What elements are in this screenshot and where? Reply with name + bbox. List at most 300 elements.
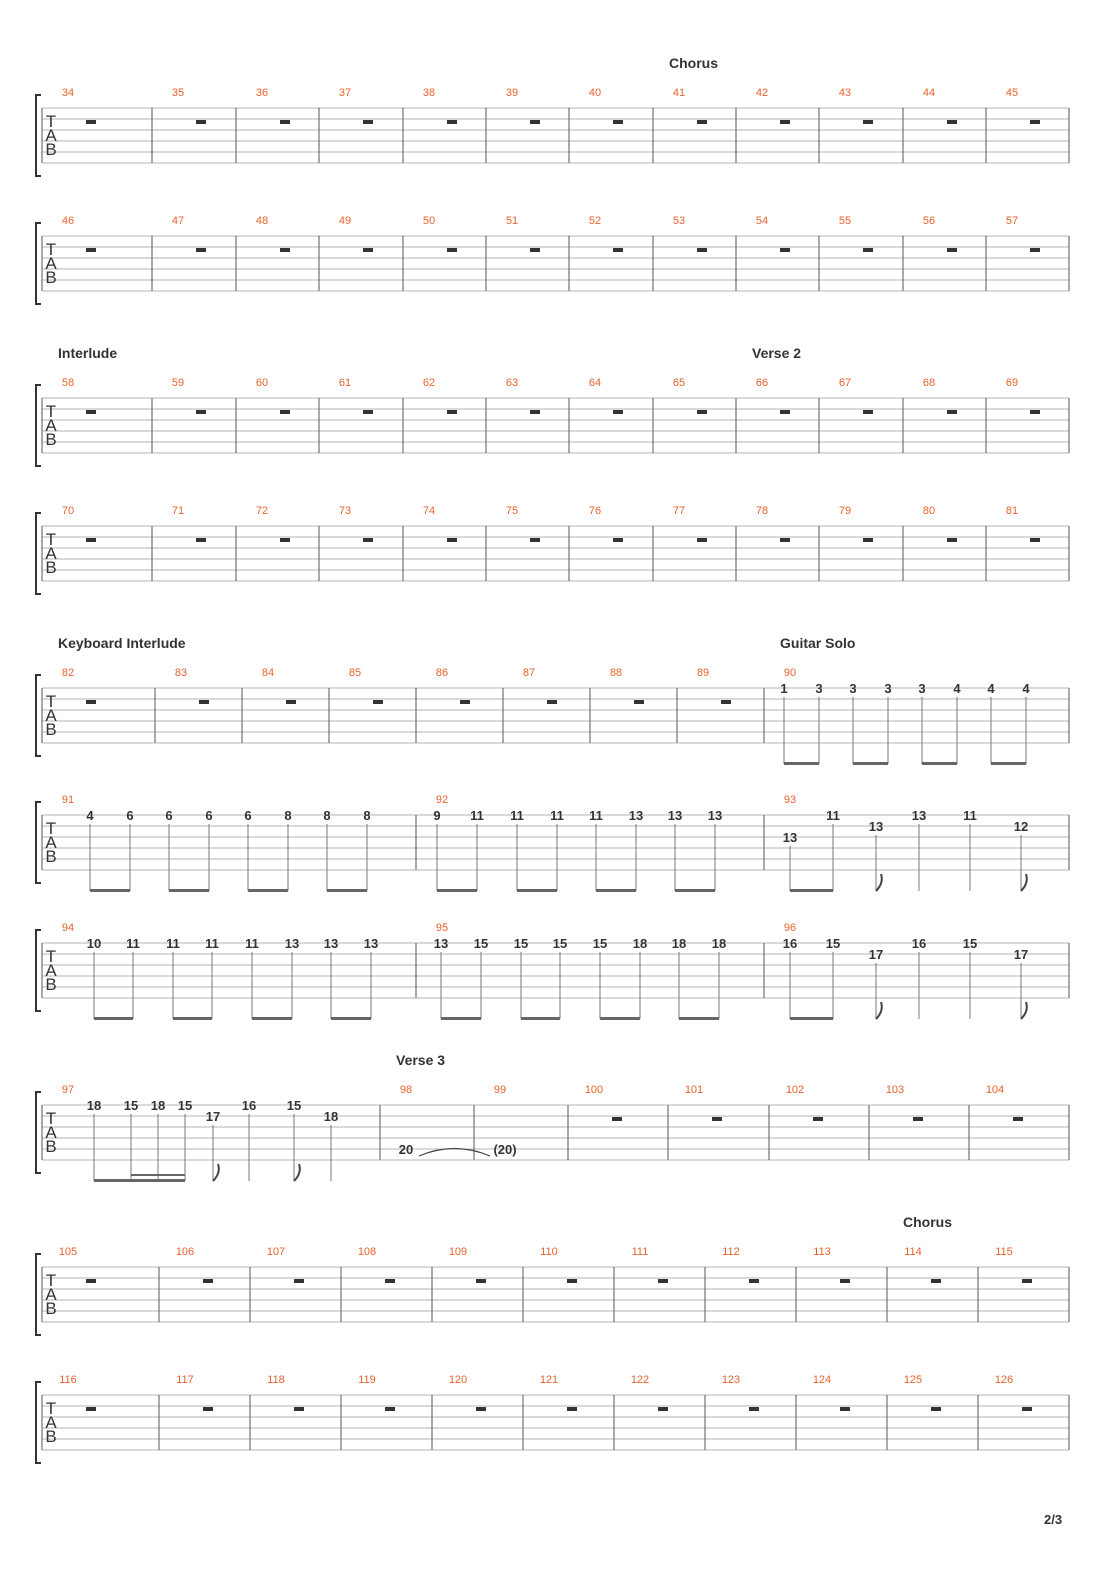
measure-number: 124 [812, 1374, 832, 1386]
measure-number: 121 [539, 1374, 559, 1386]
tab-clef-letter: A [45, 254, 57, 273]
fret-number: 13 [911, 808, 927, 823]
whole-rest [363, 410, 373, 414]
whole-rest [1022, 1279, 1032, 1283]
measure-number: 117 [176, 1374, 194, 1386]
measure-number: 50 [422, 215, 436, 227]
fret-number: 13 [628, 808, 644, 823]
fret-number: 11 [166, 936, 180, 951]
whole-rest [196, 120, 206, 124]
whole-rest [1030, 120, 1040, 124]
whole-rest [447, 410, 457, 414]
measure-number: 105 [58, 1246, 78, 1258]
measure-number: 62 [422, 377, 436, 389]
fret-number: 4 [987, 681, 995, 696]
fret-number: 17 [1013, 947, 1029, 962]
note-beam [131, 1174, 185, 1176]
section-label: Verse 2 [752, 345, 802, 361]
whole-rest [863, 248, 873, 252]
whole-rest [447, 248, 457, 252]
whole-rest [476, 1407, 486, 1411]
fret-number: 8 [363, 808, 371, 823]
whole-rest [86, 120, 96, 124]
measure-number: 35 [171, 87, 185, 99]
measure-number: 98 [399, 1084, 413, 1096]
whole-rest [634, 700, 644, 704]
fret-number: 15 [592, 936, 608, 951]
fret-number: 3 [884, 681, 892, 696]
section-label: Chorus [669, 55, 718, 71]
measure-number: 95 [435, 922, 449, 934]
whole-rest [1030, 410, 1040, 414]
whole-rest [86, 538, 96, 542]
whole-rest [947, 120, 957, 124]
note-beam [252, 1017, 292, 1020]
fret-number: 11 [963, 808, 977, 823]
measure-number: 60 [255, 377, 269, 389]
tab-system [36, 55, 1069, 176]
note-flag [876, 874, 882, 891]
whole-rest [530, 248, 540, 252]
measure-number: 69 [1005, 377, 1019, 389]
tab-clef-letter: B [45, 140, 57, 159]
measure-number: 73 [338, 505, 352, 517]
whole-rest [749, 1279, 759, 1283]
whole-rest [547, 700, 557, 704]
whole-rest [530, 538, 540, 542]
measure-number: 65 [672, 377, 686, 389]
measure-number: 52 [588, 215, 602, 227]
measure-number: 39 [505, 87, 519, 99]
fret-number: 6 [165, 808, 173, 823]
tab-clef-letter: B [45, 1137, 57, 1156]
measure-number: 109 [448, 1246, 468, 1258]
note-beam [790, 1017, 833, 1020]
whole-rest [86, 248, 96, 252]
measure-number: 107 [266, 1246, 286, 1258]
tab-system [36, 922, 1069, 1020]
whole-rest [280, 120, 290, 124]
whole-rest [840, 1407, 850, 1411]
system-bracket [36, 802, 41, 883]
measure-number: 63 [505, 377, 519, 389]
whole-rest [447, 538, 457, 542]
whole-rest [294, 1407, 304, 1411]
tab-clef-letter: T [45, 692, 57, 711]
note-beam [790, 889, 833, 892]
whole-rest [658, 1279, 668, 1283]
measure-number: 114 [904, 1246, 922, 1258]
whole-rest [280, 410, 290, 414]
whole-rest [721, 700, 731, 704]
section-label: Interlude [58, 345, 118, 361]
measure-number: 51 [505, 215, 519, 227]
tab-system [36, 1214, 1069, 1335]
whole-rest [1030, 538, 1040, 542]
whole-rest [612, 1117, 622, 1121]
system-bracket [36, 513, 41, 594]
tab-clef-letter: T [45, 1399, 57, 1418]
fret-number: 13 [433, 936, 449, 951]
measure-number: 49 [338, 215, 352, 227]
tab-clef-letter: A [45, 544, 57, 563]
whole-rest [530, 410, 540, 414]
whole-rest [697, 538, 707, 542]
note-beam [679, 1017, 719, 1020]
whole-rest [613, 538, 623, 542]
whole-rest [530, 120, 540, 124]
fret-number: 15 [473, 936, 489, 951]
note-beam [675, 889, 715, 892]
measure-number: 96 [783, 922, 797, 934]
fret-number: 3 [849, 681, 857, 696]
fret-number: 12 [1013, 819, 1029, 834]
fret-number: 13 [363, 936, 379, 951]
fret-number: 18 [323, 1109, 339, 1124]
whole-rest [863, 410, 873, 414]
fret-number: 15 [825, 936, 841, 951]
note-beam [331, 1017, 371, 1020]
fret-number: 4 [86, 808, 94, 823]
whole-rest [373, 700, 383, 704]
note-flag [1021, 874, 1027, 891]
fret-number: 18 [150, 1098, 166, 1113]
note-flag [294, 1164, 300, 1181]
tab-clef-letter: B [45, 847, 57, 866]
note-beam [991, 762, 1026, 765]
measure-number: 89 [696, 667, 710, 679]
fret-number: 8 [284, 808, 292, 823]
system-bracket [36, 1092, 41, 1173]
measure-number: 88 [609, 667, 623, 679]
whole-rest [947, 410, 957, 414]
whole-rest [286, 700, 296, 704]
measure-number: 101 [684, 1084, 704, 1096]
whole-rest [86, 1279, 96, 1283]
tab-clef-letter: T [45, 819, 57, 838]
whole-rest [913, 1117, 923, 1121]
whole-rest [780, 410, 790, 414]
whole-rest [613, 120, 623, 124]
fret-number: 16 [782, 936, 798, 951]
whole-rest [931, 1279, 941, 1283]
measure-number: 47 [171, 215, 185, 227]
measure-number: 118 [267, 1374, 285, 1386]
measure-number: 58 [61, 377, 75, 389]
whole-rest [196, 248, 206, 252]
whole-rest [840, 1279, 850, 1283]
tab-clef-letter: T [45, 112, 57, 131]
measure-number: 126 [994, 1374, 1014, 1386]
measure-number: 38 [422, 87, 436, 99]
fret-number: 11 [550, 808, 564, 823]
measure-number: 45 [1005, 87, 1019, 99]
measure-number: 119 [358, 1374, 376, 1386]
tab-clef-letter: A [45, 1123, 57, 1142]
measure-number: 83 [174, 667, 188, 679]
measure-number: 110 [540, 1246, 558, 1258]
tab-system [36, 345, 1069, 466]
whole-rest [613, 410, 623, 414]
measure-number: 102 [785, 1084, 805, 1096]
note-beam [517, 889, 557, 892]
measure-number: 53 [672, 215, 686, 227]
whole-rest [1013, 1117, 1023, 1121]
note-beam [94, 1017, 133, 1020]
fret-number: 6 [126, 808, 134, 823]
tab-clef-letter: T [45, 1109, 57, 1128]
note-beam [441, 1017, 481, 1020]
whole-rest [363, 248, 373, 252]
note-beam [173, 1017, 212, 1020]
measure-number: 85 [348, 667, 362, 679]
measure-number: 71 [171, 505, 185, 517]
measure-number: 41 [672, 87, 686, 99]
tab-clef-letter: A [45, 126, 57, 145]
whole-rest [947, 538, 957, 542]
measure-number: 122 [630, 1374, 650, 1386]
whole-rest [780, 120, 790, 124]
system-bracket [36, 385, 41, 466]
measure-number: 100 [584, 1084, 604, 1096]
fret-number: 11 [205, 936, 219, 951]
measure-number: 74 [422, 505, 436, 517]
tab-system [36, 635, 1069, 765]
measure-number: 36 [255, 87, 269, 99]
whole-rest [385, 1279, 395, 1283]
measure-number: 72 [255, 505, 269, 517]
measure-number: 64 [588, 377, 602, 389]
fret-number: 8 [323, 808, 331, 823]
fret-number: 11 [826, 808, 840, 823]
whole-rest [199, 700, 209, 704]
measure-number: 46 [61, 215, 75, 227]
tab-clef-letter: T [45, 402, 57, 421]
section-label: Guitar Solo [780, 635, 856, 651]
fret-number: 6 [244, 808, 252, 823]
whole-rest [1022, 1407, 1032, 1411]
whole-rest [363, 120, 373, 124]
measure-number: 37 [338, 87, 352, 99]
whole-rest [567, 1407, 577, 1411]
note-beam [169, 889, 209, 892]
whole-rest [1030, 248, 1040, 252]
fret-number: 18 [671, 936, 687, 951]
tab-clef-letter: A [45, 1413, 57, 1432]
fret-number: 11 [470, 808, 484, 823]
measure-number: 90 [783, 667, 797, 679]
tab-system [36, 1052, 1069, 1182]
tab-clef-letter: B [45, 720, 57, 739]
whole-rest [780, 248, 790, 252]
measure-number: 55 [838, 215, 852, 227]
whole-rest [476, 1279, 486, 1283]
whole-rest [697, 248, 707, 252]
measure-number: 92 [435, 794, 449, 806]
tab-system [36, 794, 1069, 892]
note-beam [437, 889, 477, 892]
whole-rest [447, 120, 457, 124]
whole-rest [203, 1407, 213, 1411]
note-beam [596, 889, 636, 892]
measure-number: 80 [922, 505, 936, 517]
measure-number: 75 [505, 505, 519, 517]
measure-number: 111 [631, 1246, 649, 1258]
measure-number: 68 [922, 377, 936, 389]
fret-number: 13 [868, 819, 884, 834]
measure-number: 48 [255, 215, 269, 227]
whole-rest [203, 1279, 213, 1283]
tab-clef-letter: T [45, 1271, 57, 1290]
whole-rest [280, 248, 290, 252]
note-beam [853, 762, 888, 765]
whole-rest [196, 410, 206, 414]
note-beam [600, 1017, 640, 1020]
whole-rest [931, 1407, 941, 1411]
measure-number: 125 [903, 1374, 923, 1386]
fret-number: 6 [205, 808, 213, 823]
note-flag [213, 1164, 219, 1181]
whole-rest [863, 538, 873, 542]
whole-rest [947, 248, 957, 252]
measure-number: 93 [783, 794, 797, 806]
tab-system [36, 505, 1069, 594]
fret-number: 4 [953, 681, 961, 696]
whole-rest [460, 700, 470, 704]
measure-number: 57 [1005, 215, 1019, 227]
whole-rest [196, 538, 206, 542]
fret-number: 17 [205, 1109, 221, 1124]
note-beam [248, 889, 288, 892]
fret-number: 15 [962, 936, 978, 951]
system-bracket [36, 930, 41, 1011]
tab-clef-letter: B [45, 1299, 57, 1318]
fret-number: 20 [398, 1142, 414, 1157]
tie-arc [419, 1149, 490, 1157]
fret-number: 15 [123, 1098, 139, 1113]
tab-system [36, 1374, 1069, 1463]
measure-number: 112 [722, 1246, 740, 1258]
measure-number: 56 [922, 215, 936, 227]
measure-number: 67 [838, 377, 852, 389]
fret-number: 15 [286, 1098, 302, 1113]
fret-number: 10 [86, 936, 102, 951]
fret-number: 18 [86, 1098, 102, 1113]
measure-number: 94 [61, 922, 75, 934]
section-label: Keyboard Interlude [58, 635, 186, 651]
tab-clef-letter: T [45, 530, 57, 549]
section-label: Verse 3 [396, 1052, 446, 1068]
section-label: Chorus [903, 1214, 952, 1230]
fret-number: 13 [284, 936, 300, 951]
tab-clef-letter: B [45, 1427, 57, 1446]
measure-number: 108 [357, 1246, 377, 1258]
measure-number: 104 [985, 1084, 1005, 1096]
whole-rest [697, 120, 707, 124]
fret-number: 13 [667, 808, 683, 823]
measure-number: 34 [61, 87, 75, 99]
fret-number: 16 [911, 936, 927, 951]
system-bracket [36, 95, 41, 176]
measure-number: 61 [338, 377, 352, 389]
tab-clef-letter: B [45, 268, 57, 287]
fret-number: 9 [433, 808, 441, 823]
system-bracket [36, 675, 41, 756]
tab-clef-letter: T [45, 240, 57, 259]
fret-number: 13 [782, 830, 798, 845]
whole-rest [86, 700, 96, 704]
measure-number: 99 [493, 1084, 507, 1096]
whole-rest [780, 538, 790, 542]
fret-number: 3 [918, 681, 926, 696]
tab-clef-letter: B [45, 558, 57, 577]
fret-number: 18 [632, 936, 648, 951]
measure-number: 81 [1005, 505, 1019, 517]
whole-rest [385, 1407, 395, 1411]
measure-number: 42 [755, 87, 769, 99]
page-number: 2/3 [1044, 1512, 1063, 1527]
measure-number: 87 [522, 667, 536, 679]
note-flag [876, 1002, 882, 1019]
fret-number: 11 [126, 936, 140, 951]
measure-number: 103 [885, 1084, 905, 1096]
note-flag [1021, 1002, 1027, 1019]
tab-clef-letter: B [45, 975, 57, 994]
measure-number: 43 [838, 87, 852, 99]
note-beam [94, 1179, 185, 1182]
whole-rest [712, 1117, 722, 1121]
fret-number: 16 [241, 1098, 257, 1113]
system-bracket [36, 1382, 41, 1463]
fret-number: 13 [707, 808, 723, 823]
whole-rest [749, 1407, 759, 1411]
measure-number: 66 [755, 377, 769, 389]
measure-number: 115 [995, 1246, 1013, 1258]
note-beam [327, 889, 367, 892]
fret-number: 15 [177, 1098, 193, 1113]
fret-number: (20) [493, 1142, 517, 1157]
system-bracket [36, 223, 41, 304]
measure-number: 54 [755, 215, 769, 227]
measure-number: 123 [721, 1374, 741, 1386]
whole-rest [613, 248, 623, 252]
fret-number: 13 [323, 936, 339, 951]
fret-number: 15 [513, 936, 529, 951]
measure-number: 40 [588, 87, 602, 99]
measure-number: 82 [61, 667, 75, 679]
fret-number: 11 [589, 808, 603, 823]
tab-clef-letter: B [45, 430, 57, 449]
measure-number: 84 [261, 667, 275, 679]
whole-rest [86, 410, 96, 414]
note-beam [784, 762, 819, 765]
tab-clef-letter: A [45, 833, 57, 852]
measure-number: 116 [59, 1374, 77, 1386]
fret-number: 11 [510, 808, 524, 823]
whole-rest [813, 1117, 823, 1121]
whole-rest [86, 1407, 96, 1411]
tab-clef-letter: T [45, 947, 57, 966]
measure-number: 79 [838, 505, 852, 517]
note-beam [521, 1017, 560, 1020]
whole-rest [363, 538, 373, 542]
measure-number: 106 [175, 1246, 195, 1258]
tab-system [36, 215, 1069, 304]
tab-clef-letter: A [45, 416, 57, 435]
fret-number: 1 [780, 681, 788, 696]
fret-number: 15 [552, 936, 568, 951]
measure-number: 97 [61, 1084, 75, 1096]
